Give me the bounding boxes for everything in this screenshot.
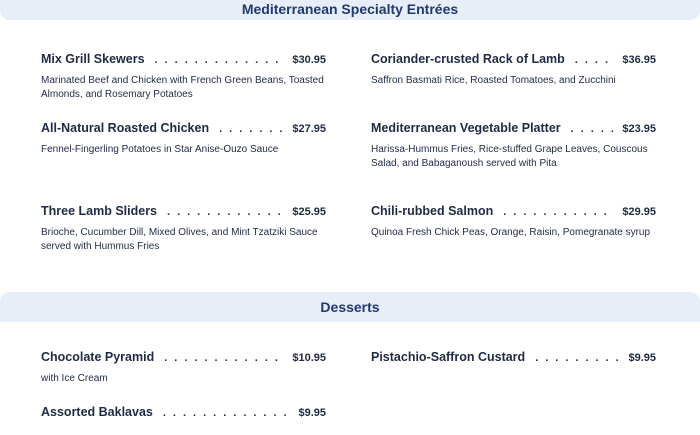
item-description: with Ice Cream	[41, 373, 108, 384]
item-price: $25.95	[292, 206, 326, 218]
leader-dots	[571, 123, 615, 135]
leader-dots	[575, 54, 615, 66]
menu-item-baklavas	[41, 405, 326, 423]
item-price: $9.95	[628, 352, 656, 364]
menu-item-lamb-sliders	[41, 204, 326, 253]
item-description: Quinoa Fresh Chick Peas, Orange, Raisin, Pomegranate syrup	[371, 227, 651, 238]
item-description: Marinated Beef and Chicken with French Green Beans, Toasted Almonds, and Rosemary Potatoes	[41, 75, 324, 100]
menu-item-chili-salmon	[371, 204, 656, 240]
menu-item-roasted-chicken	[41, 121, 326, 157]
menu-item-vegetable-platter	[371, 121, 656, 170]
item-name: Mediterranean Vegetable Platter	[371, 121, 561, 135]
leader-dots	[155, 54, 285, 66]
item-name: Chocolate Pyramid	[41, 350, 155, 364]
item-price: $10.95	[292, 352, 326, 364]
menu-item-rack-of-lamb	[371, 52, 656, 88]
item-name: All-Natural Roasted Chicken	[41, 121, 210, 135]
menu-item-mix-grill-skewers	[41, 52, 326, 101]
item-description: Fennel-Fingerling Potatoes in Star Anise-Ouzo Sauce	[41, 144, 279, 155]
item-price: $23.95	[622, 123, 656, 135]
leader-dots	[219, 123, 284, 135]
item-price: $36.95	[622, 54, 656, 66]
menu-item-chocolate-pyramid	[41, 350, 326, 386]
item-price: $30.95	[292, 54, 326, 66]
leader-dots	[167, 206, 284, 218]
section-header-entrees: Mediterranean Specialty Entrées	[0, 0, 700, 20]
item-price: $29.95	[622, 206, 656, 218]
leader-dots	[535, 352, 620, 364]
item-description: Saffron Basmati Rice, Roasted Tomatoes, and Zucchini	[371, 75, 616, 86]
item-price: $9.95	[298, 407, 326, 419]
item-name: Three Lamb Sliders	[41, 204, 158, 218]
leader-dots	[163, 407, 291, 419]
item-name: Mix Grill Skewers	[41, 52, 145, 66]
item-description: Harissa-Hummus Fries, Rice-stuffed Grape Leaves, Couscous Salad, and Babaganoush served with Pita	[371, 144, 648, 169]
item-price: $27.95	[292, 123, 326, 135]
section-header-desserts: Desserts	[0, 292, 700, 322]
leader-dots	[503, 206, 614, 218]
item-name: Chili-rubbed Salmon	[371, 204, 494, 218]
item-name: Pistachio-Saffron Custard	[371, 350, 526, 364]
item-description: Brioche, Cucumber Dill, Mixed Olives, and Mint Tzatziki Sauce served with Hummus Fries	[41, 227, 318, 252]
item-name: Coriander-crusted Rack of Lamb	[371, 52, 565, 66]
item-name: Assorted Baklavas	[41, 405, 153, 419]
menu-item-pistachio-custard	[371, 350, 656, 368]
leader-dots	[164, 352, 284, 364]
